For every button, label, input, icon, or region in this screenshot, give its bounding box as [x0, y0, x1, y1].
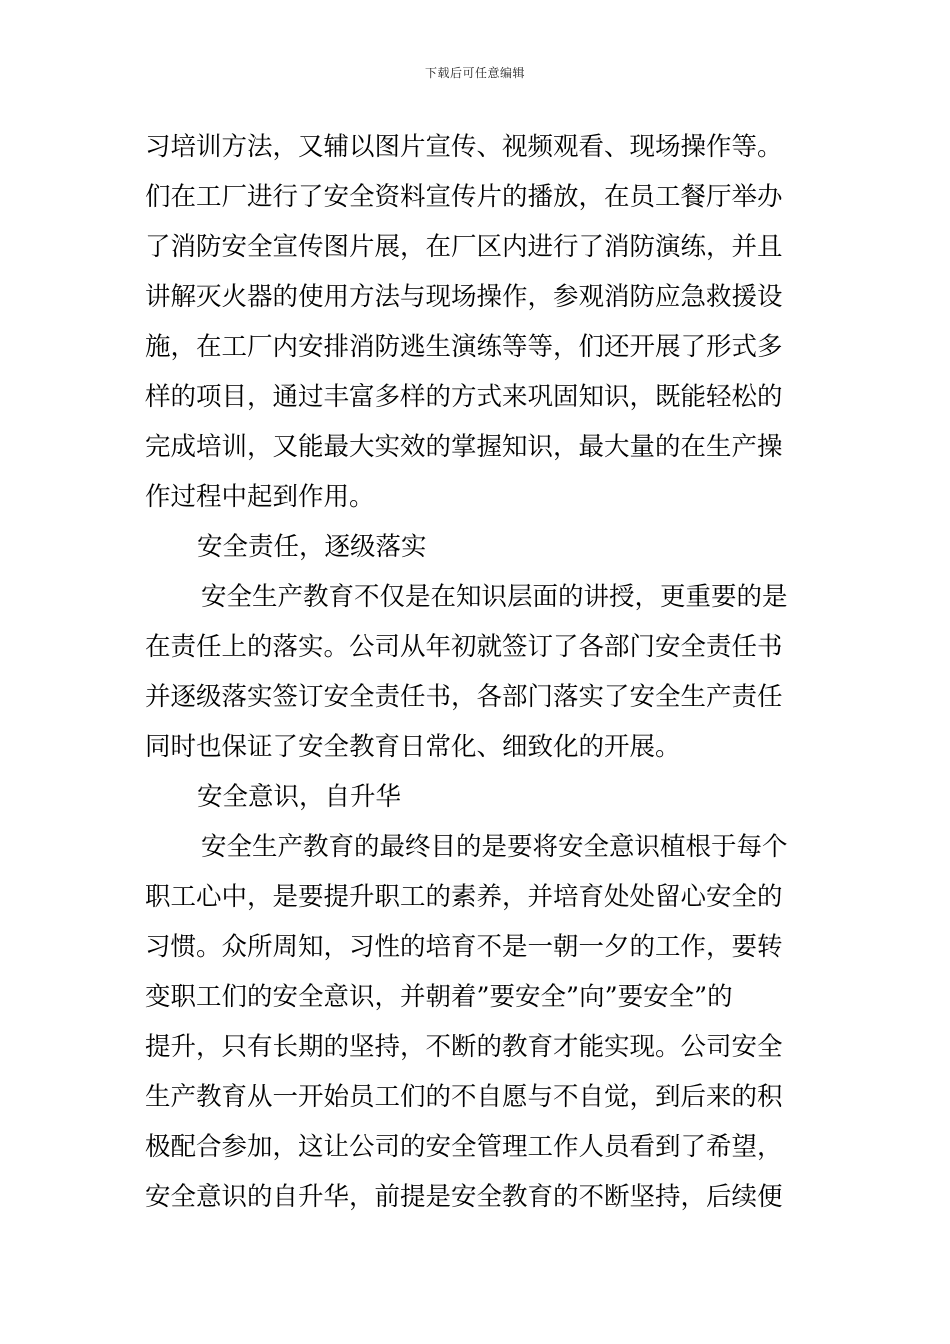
paragraph-line: 完成培训，又能最大实效的掌握知识，最大量的在生产操	[145, 432, 783, 462]
section-heading: 安全意识，自升华	[197, 782, 402, 812]
paragraph-first-line: 安全生产教育的最终目的是要将安全意识植根于每个	[201, 832, 788, 862]
paragraph-line: 作过程中起到作用。	[145, 482, 375, 512]
paragraph-line: 提升，只有长期的坚持，不断的教育才能实现。公司安全	[145, 1032, 783, 1062]
paragraph-line: 讲解灭火器的使用方法与现场操作，参观消防应急救援设	[145, 282, 783, 312]
paragraph-line: 生产教育从一开始员工们的不自愿与不自觉，到后来的积	[145, 1082, 783, 1112]
paragraph-line: 习培训方法，又辅以图片宣传、视频观看、现场操作等。	[145, 132, 783, 162]
paragraph-line: 了消防安全宣传图片展，在厂区内进行了消防演练，并且	[145, 232, 783, 262]
paragraph-line: 职工心中，是要提升职工的素养，并培育处处留心安全的	[145, 882, 783, 912]
paragraph-line: 变职工们的安全意识，并朝着”要安全”向”要安全”的	[145, 982, 733, 1012]
section-heading: 安全责任，逐级落实	[197, 532, 427, 562]
paragraph-line: 施，在工厂内安排消防逃生演练等等，们还开展了形式多	[145, 332, 783, 362]
paragraph-line: 在责任上的落实。公司从年初就签订了各部门安全责任书	[145, 632, 783, 662]
document-body	[145, 122, 810, 1222]
paragraph-line: 样的项目，通过丰富多样的方式来巩固知识，既能轻松的	[145, 382, 783, 412]
paragraph-first-line: 安全生产教育不仅是在知识层面的讲授，更重要的是	[201, 582, 788, 612]
paragraph-line: 极配合参加，这让公司的安全管理工作人员看到了希望，	[145, 1132, 783, 1162]
page-header-note: 下载后可任意编辑	[424, 66, 525, 80]
paragraph-line: 们在工厂进行了安全资料宣传片的播放，在员工餐厅举办	[145, 182, 783, 212]
paragraph-line: 习惯。众所周知，习性的培育不是一朝一夕的工作，要转	[145, 932, 783, 962]
paragraph-line: 并逐级落实签订安全责任书，各部门落实了安全生产责任	[145, 682, 783, 712]
paragraph-line: 安全意识的自升华，前提是安全教育的不断坚持，后续便	[145, 1182, 783, 1212]
paragraph-line: 同时也保证了安全教育日常化、细致化的开展。	[145, 732, 681, 762]
